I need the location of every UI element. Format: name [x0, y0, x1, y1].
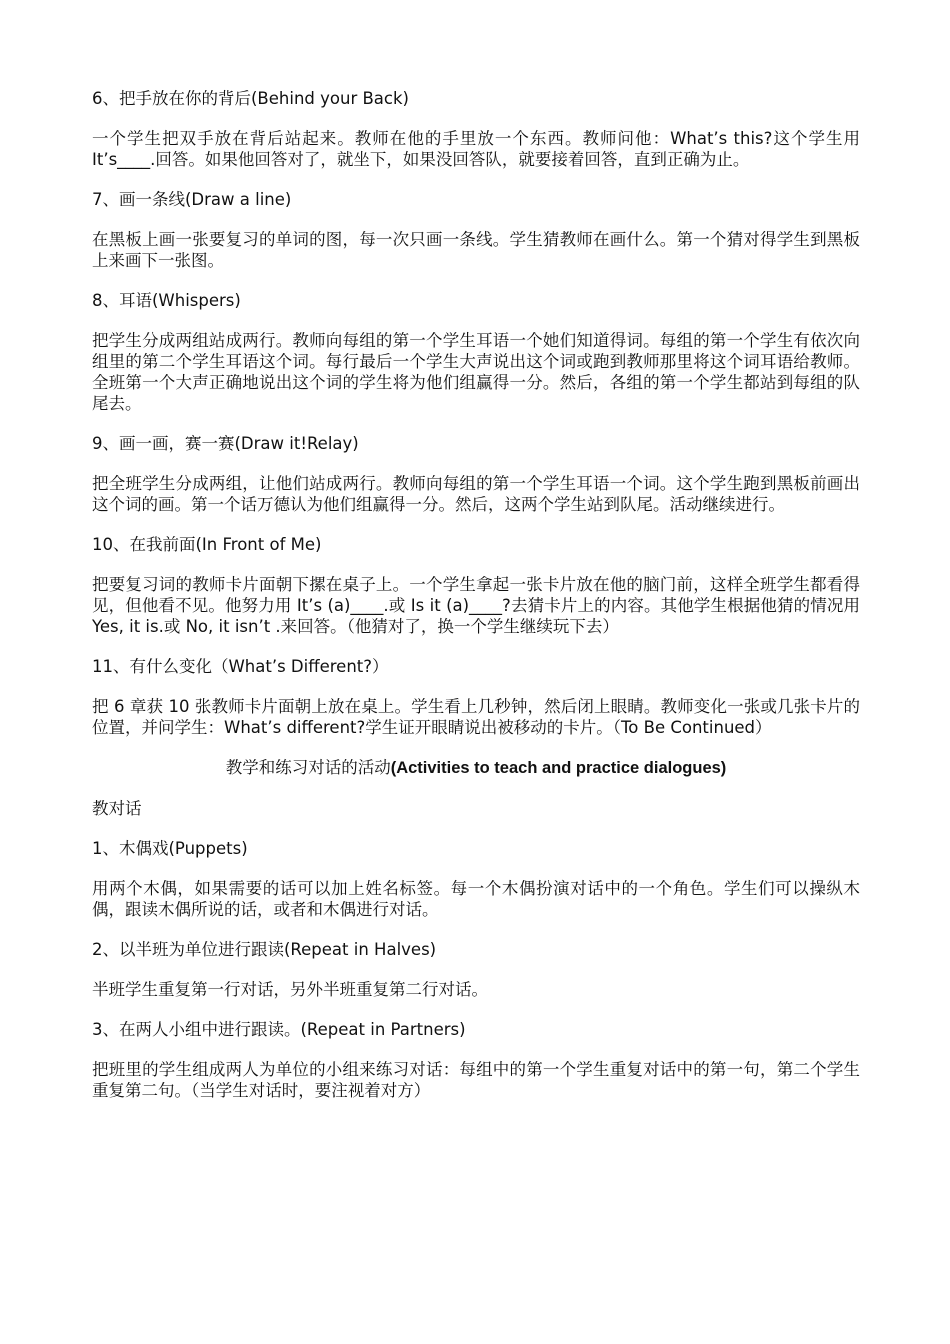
dialogue-heading-1: 1、木偶戏(Puppets) [92, 839, 248, 858]
teach-dialogue-subheading: 教对话 [92, 799, 142, 818]
section-body-8: 把学生分成两组站成两行。教师向每组的第一个学生耳语一个她们知道得词。每组的第一个学生有依次向组里的第二个学生耳语这个词。每行最后一个学生大声说出这个词或跑到教师那里将这个词耳语给教师。全班第一个大声正确地说出这个词的学生将为他们组赢得一分。然后，各组的第一个学生都站到每组的队尾去。 [92, 331, 860, 413]
section-heading-6: 6、把手放在你的背后(Behind your Back) [92, 89, 409, 108]
dialogue-body-1: 用两个木偶，如果需要的话可以加上姓名标签。每一个木偶扮演对话中的一个角色。学生们可以操纵木偶，跟读木偶所说的话，或者和木偶进行对话。 [92, 879, 860, 919]
section-body-11: 把 6 章获 10 张教师卡片面朝上放在桌上。学生看上几秒钟，然后闭上眼睛。教师变化一张或几张卡片的位置，并问学生：What’s different?学生证开眼睛说出被移动的卡片。（To Be Continued） [92, 697, 860, 737]
section-heading-11: 11、有什么变化（What’s Different?） [92, 657, 389, 676]
dialogue-activities-title-en: (Activities to teach and practice dialogues) [390, 759, 727, 777]
section-body-7: 在黑板上画一张要复习的单词的图，每一次只画一条线。学生猜教师在画什么。第一个猜对得学生到黑板上来画下一张图。 [92, 230, 860, 270]
section-heading-9: 9、画一画，赛一赛(Draw it!Relay) [92, 434, 359, 453]
section-body-10: 把要复习词的教师卡片面朝下摞在桌子上。一个学生拿起一张卡片放在他的脑门前，这样全班学生都看得见，但他看不见。他努力用 It’s (a)____.或 Is it (a)____?去猜卡片上的内容。其他学生根据他猜的情况用 Yes, it is.或 No, it isn’t .来回答。（他猜对了，换一个学生继续玩下去） [92, 575, 860, 636]
dialogue-activities-title-cn: 教学和练习对话的活动 [225, 758, 391, 777]
section-heading-10: 10、在我前面(In Front of Me) [92, 535, 322, 554]
dialogue-heading-3: 3、在两人小组中进行跟读。(Repeat in Partners) [92, 1020, 466, 1039]
section-heading-7: 7、画一条线(Draw a line) [92, 190, 292, 209]
dialogue-heading-2: 2、以半班为单位进行跟读(Repeat in Halves) [92, 940, 437, 959]
dialogue-activities-title [92, 757, 860, 779]
section-heading-8: 8、耳语(Whispers) [92, 291, 241, 310]
section-body-6: 一个学生把双手放在背后站起来。教师在他的手里放一个东西。教师问他：What’s this?这个学生用 It’s____.回答。如果他回答对了，就坐下，如果没回答队，就要接着回答，直到正确为止。 [92, 129, 860, 169]
document-page [92, 88, 860, 1101]
dialogue-body-2: 半班学生重复第一行对话，另外半班重复第二行对话。 [92, 980, 488, 999]
dialogue-body-3: 把班里的学生组成两人为单位的小组来练习对话：每组中的第一个学生重复对话中的第一句，第二个学生重复第二句。（当学生对话时，要注视着对方） [92, 1060, 860, 1100]
section-body-9: 把全班学生分成两组，让他们站成两行。教师向每组的第一个学生耳语一个词。这个学生跑到黑板前画出这个词的画。第一个话万德认为他们组赢得一分。然后，这两个学生站到队尾。活动继续进行。 [92, 474, 860, 514]
